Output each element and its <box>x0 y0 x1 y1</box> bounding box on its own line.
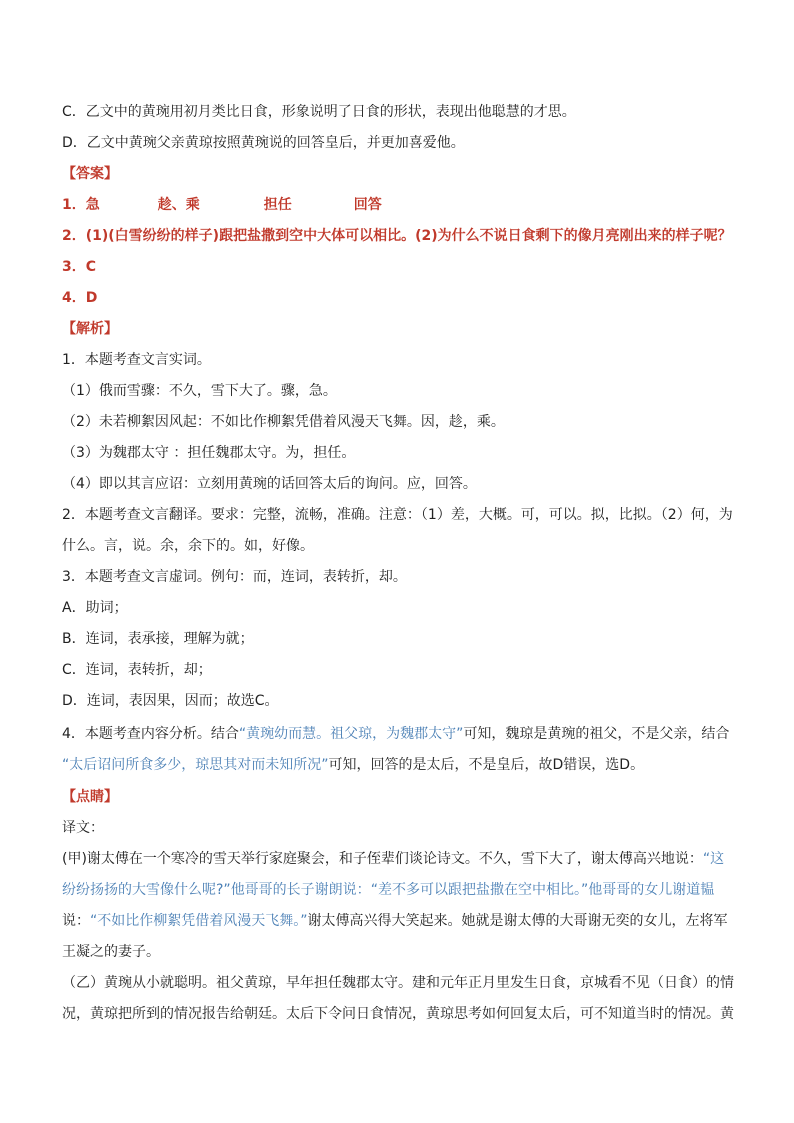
answer-1 <box>62 196 742 214</box>
yi-line-1: （乙）黄琬从小就聪明。祖父黄琼，早年担任魏郡太守。建和元年正月里发生日食，京城看不见（日食）的情 <box>62 975 734 991</box>
jia-quote: “不如比作柳絮凭借着风漫天飞舞。” <box>90 913 308 929</box>
analysis-q4-quote1: “黄琬幼而慧。祖父琼，为魏郡太守” <box>238 726 464 742</box>
option-d: D．乙文中黄琬父亲黄琼按照黄琬说的回答皇后，并更加喜爱他。 <box>62 135 465 151</box>
analysis-line: C．连词，表转折，却； <box>62 662 212 678</box>
answer-1-num: 1． <box>62 197 86 213</box>
answer-4: 4．D <box>62 290 98 306</box>
answer-3: 3．C <box>62 259 97 275</box>
yi-line-2: 况，黄琼把所到的情况报告给朝廷。太后下令问日食情况，黄琼思考如何回复太后，可不知道当时的情况。黄 <box>62 1006 734 1022</box>
jia-line-2 <box>62 881 742 899</box>
analysis-line: 3．本题考查文言虚词。例句：而，连词，表转折，却。 <box>62 569 407 585</box>
analysis-q4-text: 4．本题考查内容分析。结合 <box>62 726 239 742</box>
jia-text: 他哥哥的女儿谢道韫 <box>588 882 715 898</box>
jia-quote: “差不多可以跟把盐撒在空中相比。” <box>370 882 589 898</box>
analysis-header: 【解析】 <box>62 321 118 337</box>
jia-text: 说： <box>62 913 90 929</box>
analysis-q4-text: 可知，魏琼是黄琬的祖父，不是父亲，结合 <box>463 726 730 742</box>
jia-quote: “这 <box>702 851 725 867</box>
answer-1-item-4: 回答 <box>353 197 382 213</box>
analysis-line: 2．本题考查文言翻译。要求：完整，流畅，准确。注意：（1）差，大概。可，可以。拟，比拟。（2）何，为 <box>62 507 733 523</box>
analysis-q4-quote2: “太后诏问所食多少，琼思其对而未知所况” <box>62 757 329 773</box>
jia-line-3 <box>62 912 742 930</box>
answer-1-item-2: 趁、乘 <box>157 197 200 213</box>
jia-text: 谢太傅高兴得大笑起来。她就是谢太傅的大哥谢无奕的女儿，左将军 <box>307 913 728 929</box>
dianjing-header: 【点睛】 <box>62 789 118 805</box>
analysis-line: A．助词； <box>62 600 128 616</box>
answer-header: 【答案】 <box>62 166 118 182</box>
analysis-q4-text: 可知，回答的是太后，不是皇后，故D错误，选D。 <box>328 757 645 773</box>
jia-line-1 <box>62 850 742 868</box>
answer-1-item-3: 担任 <box>263 197 292 213</box>
analysis-q4-line1 <box>62 725 742 743</box>
answer-1-item-1: 急 <box>85 197 100 213</box>
analysis-line: （3）为魏郡太守 ：担任魏郡太守。为，担任。 <box>62 445 356 461</box>
jia-line-4: 王凝之的妻子。 <box>62 944 160 960</box>
jia-text: (甲)谢太傅在一个寒冷的雪天举行家庭聚会，和子侄辈们谈论诗文。不久，雪下大了，谢太傅高兴地说： <box>62 851 703 867</box>
yiwen-label: 译文： <box>62 820 104 836</box>
analysis-line: B．连词，表承接，理解为就； <box>62 631 254 647</box>
option-c: C．乙文中的黄琬用初月类比日食，形象说明了日食的形状，表现出他聪慧的才思。 <box>62 104 576 120</box>
analysis-q4-line2 <box>62 756 742 774</box>
analysis-line: 什么。言，说。余，余下的。如，好像。 <box>62 538 314 554</box>
analysis-line: （1）俄而雪骤：不久，雪下大了。骤，急。 <box>62 383 337 399</box>
analysis-line: （2）未若柳絮因风起：不如比作柳絮凭借着风漫天飞舞。因，趁，乘。 <box>62 414 505 430</box>
analysis-line: D．连词，表因果，因而；故选C。 <box>62 693 279 709</box>
analysis-line: （4）即以其言应诏：立刻用黄琬的话回答太后的询问。应，回答。 <box>62 476 477 492</box>
answer-2: 2．(1)(白雪纷纷的样子)跟把盐撒到空中大体可以相比。(2)为什么不说日食剩下的像月亮刚出来的样子呢？ <box>62 228 732 244</box>
jia-text: 他哥哥的长子谢朗说： <box>230 882 371 898</box>
jia-quote: 纷纷扬扬的大雪像什么呢?” <box>62 882 231 898</box>
analysis-line: 1．本题考查文言实词。 <box>62 352 211 368</box>
